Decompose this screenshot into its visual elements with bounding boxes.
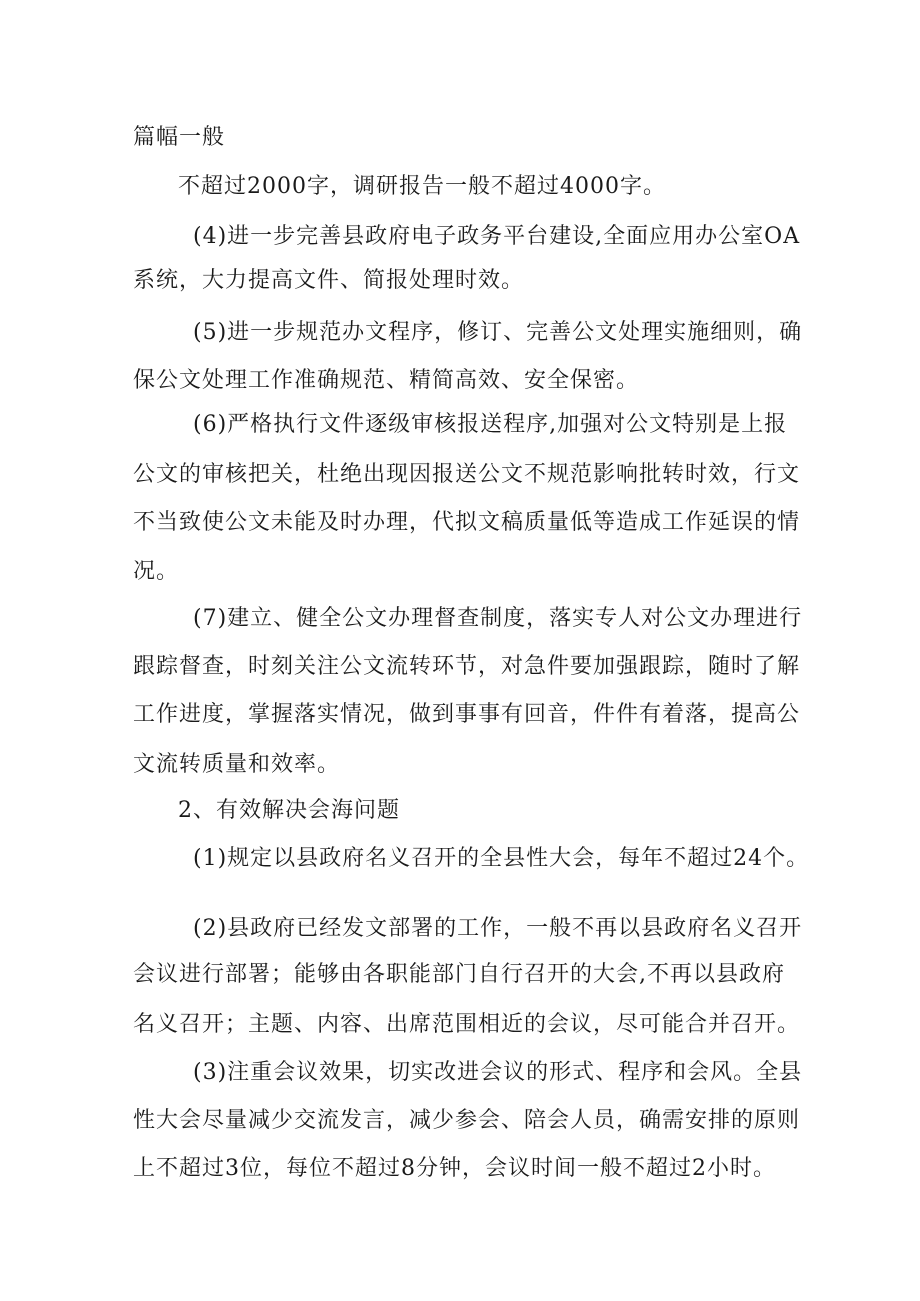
text-line: (6)严格执行文件逐级审核报送程序,加强对公文特别是上报 <box>193 412 788 437</box>
text-line: 文流转质量和效率。 <box>133 752 341 777</box>
text-line: (7)建立、健全公文办理督查制度，落实专人对公文办理进行 <box>193 606 803 631</box>
text-line: 名义召开；主题、内容、出席范围相近的会议，尽可能合并召开。 <box>133 1012 801 1037</box>
text-line: (3)注重会议效果，切实改进会议的形式、程序和会风。全县 <box>193 1060 803 1085</box>
text-line: 公文的审核把关，杜绝出现因报送公文不规范影响批转时效，行文 <box>133 462 801 487</box>
text-line: 跟踪督查，时刻关注公文流转环节，对急件要加强跟踪，随时了解 <box>133 654 801 679</box>
text-line: 保公文处理工作准确规范、精简高效、安全保密。 <box>133 368 640 393</box>
text-line: 会议进行部署；能够由各职能部门自行召开的大会,不再以县政府 <box>133 962 785 987</box>
text-line: (1)规定以县政府名义召开的全县性大会，每年不超过24个。 <box>193 846 810 871</box>
text-line: 系统，大力提高文件、简报处理时效。 <box>133 268 525 293</box>
text-line: 篇幅一般 <box>133 125 226 150</box>
text-line: 不当致使公文未能及时办理，代拟文稿质量低等造成工作延误的情 <box>133 510 801 535</box>
text-line: (2)县政府已经发文部署的工作，一般不再以县政府名义召开 <box>193 916 803 941</box>
text-line: (4)进一步完善县政府电子政务平台建设,全面应用办公室OA <box>193 224 801 249</box>
text-line: (5)进一步规范办文程序，修订、完善公文处理实施细则，确 <box>193 320 803 345</box>
text-line: 性大会尽量减少交流发言，减少参会、陪会人员，确需安排的原则 <box>133 1108 801 1133</box>
text-line: 上不超过3位，每位不超过8分钟，会议时间一般不超过2小时。 <box>133 1156 776 1181</box>
text-line: 不超过2000字，调研报告一般不超过4000字。 <box>178 174 666 199</box>
text-line: 工作进度，掌握落实情况，做到事事有回音，件件有着落，提高公 <box>133 702 801 727</box>
text-line: 况。 <box>133 559 180 584</box>
section-heading: 2、有效解决会海问题 <box>178 798 400 823</box>
